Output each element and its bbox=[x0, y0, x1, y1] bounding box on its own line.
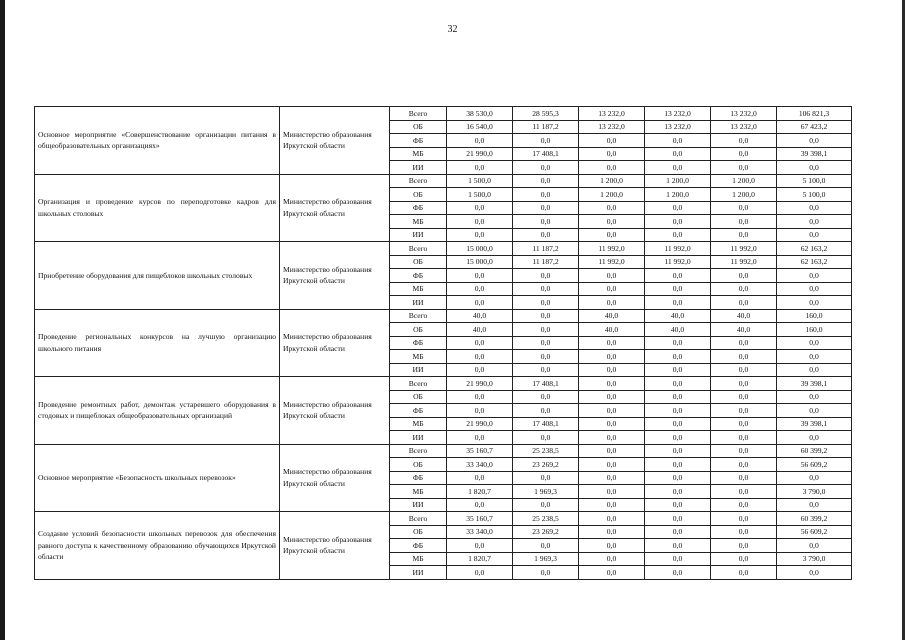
amount-cell: 0,0 bbox=[645, 512, 711, 526]
table-row bbox=[35, 377, 852, 391]
amount-cell: 33 340,0 bbox=[447, 458, 513, 472]
table-row bbox=[35, 512, 852, 526]
amount-cell: 0,0 bbox=[513, 336, 579, 350]
amount-cell: 1 500,0 bbox=[447, 174, 513, 188]
total-amount-cell: 62 163,2 bbox=[777, 242, 852, 256]
amount-cell: 40,0 bbox=[711, 309, 777, 323]
funding-source-cell: ФБ bbox=[390, 269, 447, 283]
amount-cell: 0,0 bbox=[645, 485, 711, 499]
funding-source-cell: Всего bbox=[390, 309, 447, 323]
total-amount-cell: 62 163,2 bbox=[777, 255, 852, 269]
amount-cell: 25 238,5 bbox=[513, 444, 579, 458]
total-amount-cell: 0,0 bbox=[777, 471, 852, 485]
amount-cell: 0,0 bbox=[711, 404, 777, 418]
total-amount-cell: 5 100,0 bbox=[777, 174, 852, 188]
amount-cell: 0,0 bbox=[579, 512, 645, 526]
amount-cell: 0,0 bbox=[513, 269, 579, 283]
amount-cell: 0,0 bbox=[645, 296, 711, 310]
amount-cell: 11 992,0 bbox=[645, 255, 711, 269]
amount-cell: 0,0 bbox=[579, 147, 645, 161]
funding-source-cell: ФБ bbox=[390, 404, 447, 418]
funding-source-cell: МБ bbox=[390, 350, 447, 364]
funding-source-cell: Всего bbox=[390, 377, 447, 391]
amount-cell: 0,0 bbox=[579, 269, 645, 283]
amount-cell: 0,0 bbox=[579, 444, 645, 458]
amount-cell: 0,0 bbox=[513, 390, 579, 404]
amount-cell: 35 160,7 bbox=[447, 444, 513, 458]
amount-cell: 0,0 bbox=[711, 539, 777, 553]
amount-cell: 21 990,0 bbox=[447, 417, 513, 431]
amount-cell: 0,0 bbox=[645, 417, 711, 431]
amount-cell: 0,0 bbox=[447, 134, 513, 148]
funding-source-cell: ФБ bbox=[390, 134, 447, 148]
amount-cell: 0,0 bbox=[579, 566, 645, 580]
amount-cell: 0,0 bbox=[711, 485, 777, 499]
activity-name-cell: Основное мероприятие «Безопасность школьных перевозок» bbox=[35, 444, 280, 512]
amount-cell: 0,0 bbox=[645, 390, 711, 404]
amount-cell: 0,0 bbox=[711, 431, 777, 445]
amount-cell: 1 200,0 bbox=[645, 174, 711, 188]
amount-cell: 40,0 bbox=[645, 309, 711, 323]
total-amount-cell: 60 399,2 bbox=[777, 512, 852, 526]
amount-cell: 0,0 bbox=[447, 336, 513, 350]
amount-cell: 0,0 bbox=[711, 228, 777, 242]
amount-cell: 0,0 bbox=[447, 566, 513, 580]
funding-source-cell: МБ bbox=[390, 215, 447, 229]
funding-source-cell: Всего bbox=[390, 444, 447, 458]
funding-source-cell: ОБ bbox=[390, 323, 447, 337]
total-amount-cell: 0,0 bbox=[777, 336, 852, 350]
total-amount-cell: 0,0 bbox=[777, 539, 852, 553]
amount-cell: 0,0 bbox=[447, 404, 513, 418]
amount-cell: 0,0 bbox=[711, 363, 777, 377]
total-amount-cell: 56 609,2 bbox=[777, 525, 852, 539]
amount-cell: 0,0 bbox=[513, 309, 579, 323]
amount-cell: 0,0 bbox=[645, 201, 711, 215]
amount-cell: 11 992,0 bbox=[645, 242, 711, 256]
amount-cell: 0,0 bbox=[711, 552, 777, 566]
total-amount-cell: 0,0 bbox=[777, 228, 852, 242]
amount-cell: 11 187,2 bbox=[513, 120, 579, 134]
amount-cell: 0,0 bbox=[579, 431, 645, 445]
funding-source-cell: Всего bbox=[390, 512, 447, 526]
amount-cell: 1 820,7 bbox=[447, 552, 513, 566]
amount-cell: 40,0 bbox=[579, 309, 645, 323]
amount-cell: 0,0 bbox=[513, 350, 579, 364]
responsible-executor-cell: Министерство образования Иркутской области bbox=[280, 377, 390, 445]
funding-source-cell: ИИ bbox=[390, 498, 447, 512]
amount-cell: 0,0 bbox=[447, 431, 513, 445]
amount-cell: 40,0 bbox=[447, 323, 513, 337]
total-amount-cell: 39 398,1 bbox=[777, 417, 852, 431]
activity-name-cell: Основное мероприятие «Совершенствование организации питания в общеобразовательных организациях» bbox=[35, 107, 280, 175]
amount-cell: 0,0 bbox=[645, 363, 711, 377]
funding-source-cell: Всего bbox=[390, 107, 447, 121]
total-amount-cell: 106 821,3 bbox=[777, 107, 852, 121]
amount-cell: 0,0 bbox=[711, 336, 777, 350]
amount-cell: 0,0 bbox=[447, 296, 513, 310]
funding-source-cell: ОБ bbox=[390, 120, 447, 134]
amount-cell: 0,0 bbox=[711, 296, 777, 310]
amount-cell: 0,0 bbox=[447, 201, 513, 215]
amount-cell: 0,0 bbox=[513, 201, 579, 215]
amount-cell: 0,0 bbox=[579, 282, 645, 296]
amount-cell: 13 232,0 bbox=[711, 120, 777, 134]
table-row bbox=[35, 242, 852, 256]
funding-source-cell: Всего bbox=[390, 174, 447, 188]
funding-source-cell: МБ bbox=[390, 282, 447, 296]
funding-source-cell: ОБ bbox=[390, 255, 447, 269]
amount-cell: 0,0 bbox=[447, 282, 513, 296]
table-row bbox=[35, 174, 852, 188]
responsible-executor-cell: Министерство образования Иркутской области bbox=[280, 444, 390, 512]
amount-cell: 0,0 bbox=[645, 471, 711, 485]
funding-source-cell: ИИ bbox=[390, 363, 447, 377]
amount-cell: 1 969,3 bbox=[513, 552, 579, 566]
activity-name-cell: Создание условий безопасности школьных перевозок для обеспечения равного доступа к качественному образованию обучающихся Иркутской области bbox=[35, 512, 280, 580]
amount-cell: 13 232,0 bbox=[711, 107, 777, 121]
responsible-executor-cell: Министерство образования Иркутской области bbox=[280, 242, 390, 310]
amount-cell: 40,0 bbox=[579, 323, 645, 337]
amount-cell: 0,0 bbox=[711, 269, 777, 283]
amount-cell: 0,0 bbox=[513, 228, 579, 242]
amount-cell: 13 232,0 bbox=[645, 120, 711, 134]
amount-cell: 15 000,0 bbox=[447, 242, 513, 256]
funding-source-cell: ОБ bbox=[390, 188, 447, 202]
amount-cell: 40,0 bbox=[447, 309, 513, 323]
amount-cell: 0,0 bbox=[447, 471, 513, 485]
amount-cell: 0,0 bbox=[645, 552, 711, 566]
amount-cell: 28 595,3 bbox=[513, 107, 579, 121]
total-amount-cell: 0,0 bbox=[777, 431, 852, 445]
amount-cell: 1 820,7 bbox=[447, 485, 513, 499]
total-amount-cell: 39 398,1 bbox=[777, 147, 852, 161]
amount-cell: 11 992,0 bbox=[579, 255, 645, 269]
activity-name-cell: Приобретение оборудования для пищеблоков школьных столовых bbox=[35, 242, 280, 310]
funding-source-cell: ОБ bbox=[390, 390, 447, 404]
amount-cell: 33 340,0 bbox=[447, 525, 513, 539]
amount-cell: 0,0 bbox=[513, 134, 579, 148]
total-amount-cell: 0,0 bbox=[777, 296, 852, 310]
amount-cell: 1 969,3 bbox=[513, 485, 579, 499]
scan-edge-left bbox=[0, 0, 5, 640]
amount-cell: 11 992,0 bbox=[579, 242, 645, 256]
amount-cell: 0,0 bbox=[711, 215, 777, 229]
amount-cell: 0,0 bbox=[645, 228, 711, 242]
amount-cell: 0,0 bbox=[645, 161, 711, 175]
total-amount-cell: 0,0 bbox=[777, 269, 852, 283]
responsible-executor-cell: Министерство образования Иркутской области bbox=[280, 174, 390, 242]
amount-cell: 23 269,2 bbox=[513, 525, 579, 539]
amount-cell: 11 992,0 bbox=[711, 255, 777, 269]
amount-cell: 0,0 bbox=[447, 363, 513, 377]
amount-cell: 0,0 bbox=[645, 404, 711, 418]
amount-cell: 0,0 bbox=[447, 350, 513, 364]
page-number: 32 bbox=[447, 24, 458, 35]
total-amount-cell: 0,0 bbox=[777, 215, 852, 229]
amount-cell: 0,0 bbox=[579, 336, 645, 350]
amount-cell: 0,0 bbox=[711, 161, 777, 175]
amount-cell: 40,0 bbox=[711, 323, 777, 337]
amount-cell: 0,0 bbox=[579, 350, 645, 364]
amount-cell: 0,0 bbox=[513, 539, 579, 553]
funding-source-cell: ИИ bbox=[390, 161, 447, 175]
amount-cell: 0,0 bbox=[513, 215, 579, 229]
total-amount-cell: 3 790,0 bbox=[777, 552, 852, 566]
amount-cell: 0,0 bbox=[513, 363, 579, 377]
amount-cell: 1 500,0 bbox=[447, 188, 513, 202]
amount-cell: 16 540,0 bbox=[447, 120, 513, 134]
amount-cell: 0,0 bbox=[447, 161, 513, 175]
amount-cell: 0,0 bbox=[513, 323, 579, 337]
total-amount-cell: 5 100,0 bbox=[777, 188, 852, 202]
table-row bbox=[35, 309, 852, 323]
amount-cell: 0,0 bbox=[579, 417, 645, 431]
funding-source-cell: Всего bbox=[390, 242, 447, 256]
amount-cell: 11 187,2 bbox=[513, 255, 579, 269]
funding-source-cell: МБ bbox=[390, 552, 447, 566]
total-amount-cell: 160,0 bbox=[777, 309, 852, 323]
amount-cell: 13 232,0 bbox=[579, 107, 645, 121]
amount-cell: 17 408,1 bbox=[513, 377, 579, 391]
total-amount-cell: 3 790,0 bbox=[777, 485, 852, 499]
amount-cell: 0,0 bbox=[513, 188, 579, 202]
total-amount-cell: 0,0 bbox=[777, 498, 852, 512]
total-amount-cell: 160,0 bbox=[777, 323, 852, 337]
amount-cell: 0,0 bbox=[513, 471, 579, 485]
amount-cell: 0,0 bbox=[579, 485, 645, 499]
amount-cell: 0,0 bbox=[579, 215, 645, 229]
amount-cell: 0,0 bbox=[513, 404, 579, 418]
total-amount-cell: 67 423,2 bbox=[777, 120, 852, 134]
amount-cell: 0,0 bbox=[645, 282, 711, 296]
activity-name-cell: Проведение ремонтных работ, демонтаж устаревшего оборудования в стодовых и пищеблоках общеобразовательных организаций bbox=[35, 377, 280, 445]
amount-cell: 0,0 bbox=[645, 539, 711, 553]
amount-cell: 25 238,5 bbox=[513, 512, 579, 526]
amount-cell: 0,0 bbox=[579, 201, 645, 215]
funding-source-cell: ФБ bbox=[390, 336, 447, 350]
amount-cell: 0,0 bbox=[579, 161, 645, 175]
amount-cell: 0,0 bbox=[447, 390, 513, 404]
funding-source-cell: ФБ bbox=[390, 201, 447, 215]
total-amount-cell: 56 609,2 bbox=[777, 458, 852, 472]
amount-cell: 0,0 bbox=[579, 134, 645, 148]
amount-cell: 0,0 bbox=[645, 350, 711, 364]
table-row bbox=[35, 444, 852, 458]
amount-cell: 1 200,0 bbox=[579, 174, 645, 188]
amount-cell: 0,0 bbox=[711, 417, 777, 431]
amount-cell: 0,0 bbox=[711, 512, 777, 526]
amount-cell: 0,0 bbox=[645, 269, 711, 283]
amount-cell: 0,0 bbox=[711, 147, 777, 161]
amount-cell: 0,0 bbox=[579, 296, 645, 310]
amount-cell: 0,0 bbox=[711, 377, 777, 391]
amount-cell: 0,0 bbox=[645, 134, 711, 148]
total-amount-cell: 0,0 bbox=[777, 350, 852, 364]
funding-source-cell: ИИ bbox=[390, 431, 447, 445]
amount-cell: 21 990,0 bbox=[447, 147, 513, 161]
amount-cell: 17 408,1 bbox=[513, 417, 579, 431]
total-amount-cell: 0,0 bbox=[777, 282, 852, 296]
total-amount-cell: 60 399,2 bbox=[777, 444, 852, 458]
amount-cell: 0,0 bbox=[579, 471, 645, 485]
amount-cell: 0,0 bbox=[513, 431, 579, 445]
amount-cell: 0,0 bbox=[579, 390, 645, 404]
amount-cell: 0,0 bbox=[711, 525, 777, 539]
responsible-executor-cell: Министерство образования Иркутской области bbox=[280, 512, 390, 580]
total-amount-cell: 0,0 bbox=[777, 390, 852, 404]
activity-name-cell: Организация и проведение курсов по переподготовке кадров для школьных столовых bbox=[35, 174, 280, 242]
amount-cell: 0,0 bbox=[711, 444, 777, 458]
amount-cell: 0,0 bbox=[711, 201, 777, 215]
amount-cell: 0,0 bbox=[447, 228, 513, 242]
amount-cell: 23 269,2 bbox=[513, 458, 579, 472]
amount-cell: 0,0 bbox=[645, 215, 711, 229]
amount-cell: 0,0 bbox=[579, 377, 645, 391]
amount-cell: 38 530,0 bbox=[447, 107, 513, 121]
amount-cell: 0,0 bbox=[645, 147, 711, 161]
funding-source-cell: МБ bbox=[390, 417, 447, 431]
amount-cell: 0,0 bbox=[447, 539, 513, 553]
responsible-executor-cell: Министерство образования Иркутской области bbox=[280, 107, 390, 175]
budget-table bbox=[34, 106, 852, 580]
amount-cell: 0,0 bbox=[711, 390, 777, 404]
amount-cell: 0,0 bbox=[447, 498, 513, 512]
total-amount-cell: 0,0 bbox=[777, 566, 852, 580]
amount-cell: 1 200,0 bbox=[579, 188, 645, 202]
amount-cell: 0,0 bbox=[711, 282, 777, 296]
amount-cell: 0,0 bbox=[579, 498, 645, 512]
amount-cell: 0,0 bbox=[579, 363, 645, 377]
amount-cell: 0,0 bbox=[645, 444, 711, 458]
amount-cell: 0,0 bbox=[447, 269, 513, 283]
funding-source-cell: МБ bbox=[390, 485, 447, 499]
amount-cell: 0,0 bbox=[645, 525, 711, 539]
amount-cell: 0,0 bbox=[711, 350, 777, 364]
total-amount-cell: 0,0 bbox=[777, 363, 852, 377]
total-amount-cell: 0,0 bbox=[777, 161, 852, 175]
total-amount-cell: 0,0 bbox=[777, 404, 852, 418]
amount-cell: 11 187,2 bbox=[513, 242, 579, 256]
amount-cell: 11 992,0 bbox=[711, 242, 777, 256]
funding-source-cell: ИИ bbox=[390, 296, 447, 310]
amount-cell: 17 408,1 bbox=[513, 147, 579, 161]
amount-cell: 13 232,0 bbox=[579, 120, 645, 134]
amount-cell: 15 000,0 bbox=[447, 255, 513, 269]
amount-cell: 0,0 bbox=[711, 566, 777, 580]
funding-source-cell: ФБ bbox=[390, 539, 447, 553]
total-amount-cell: 0,0 bbox=[777, 134, 852, 148]
amount-cell: 40,0 bbox=[645, 323, 711, 337]
amount-cell: 0,0 bbox=[513, 566, 579, 580]
amount-cell: 0,0 bbox=[711, 471, 777, 485]
amount-cell: 0,0 bbox=[579, 525, 645, 539]
funding-source-cell: ОБ bbox=[390, 458, 447, 472]
amount-cell: 0,0 bbox=[513, 498, 579, 512]
amount-cell: 35 160,7 bbox=[447, 512, 513, 526]
amount-cell: 0,0 bbox=[579, 458, 645, 472]
amount-cell: 0,0 bbox=[645, 566, 711, 580]
amount-cell: 1 200,0 bbox=[711, 174, 777, 188]
amount-cell: 0,0 bbox=[711, 458, 777, 472]
funding-source-cell: ИИ bbox=[390, 566, 447, 580]
amount-cell: 13 232,0 bbox=[645, 107, 711, 121]
amount-cell: 0,0 bbox=[447, 215, 513, 229]
amount-cell: 0,0 bbox=[513, 282, 579, 296]
total-amount-cell: 0,0 bbox=[777, 201, 852, 215]
amount-cell: 1 200,0 bbox=[711, 188, 777, 202]
amount-cell: 0,0 bbox=[579, 404, 645, 418]
activity-name-cell: Проведение региональных конкурсов на лучшую организацию школьного питания bbox=[35, 309, 280, 377]
total-amount-cell: 39 398,1 bbox=[777, 377, 852, 391]
amount-cell: 0,0 bbox=[579, 539, 645, 553]
amount-cell: 0,0 bbox=[645, 377, 711, 391]
amount-cell: 1 200,0 bbox=[645, 188, 711, 202]
amount-cell: 0,0 bbox=[645, 431, 711, 445]
amount-cell: 0,0 bbox=[579, 228, 645, 242]
amount-cell: 0,0 bbox=[711, 134, 777, 148]
amount-cell: 0,0 bbox=[645, 458, 711, 472]
responsible-executor-cell: Министерство образования Иркутской области bbox=[280, 309, 390, 377]
funding-source-cell: ФБ bbox=[390, 471, 447, 485]
amount-cell: 0,0 bbox=[513, 296, 579, 310]
amount-cell: 0,0 bbox=[513, 161, 579, 175]
amount-cell: 0,0 bbox=[711, 498, 777, 512]
amount-cell: 0,0 bbox=[645, 498, 711, 512]
amount-cell: 0,0 bbox=[513, 174, 579, 188]
table-row bbox=[35, 107, 852, 121]
funding-source-cell: МБ bbox=[390, 147, 447, 161]
funding-source-cell: ОБ bbox=[390, 525, 447, 539]
amount-cell: 0,0 bbox=[579, 552, 645, 566]
funding-source-cell: ИИ bbox=[390, 228, 447, 242]
amount-cell: 21 990,0 bbox=[447, 377, 513, 391]
amount-cell: 0,0 bbox=[645, 336, 711, 350]
